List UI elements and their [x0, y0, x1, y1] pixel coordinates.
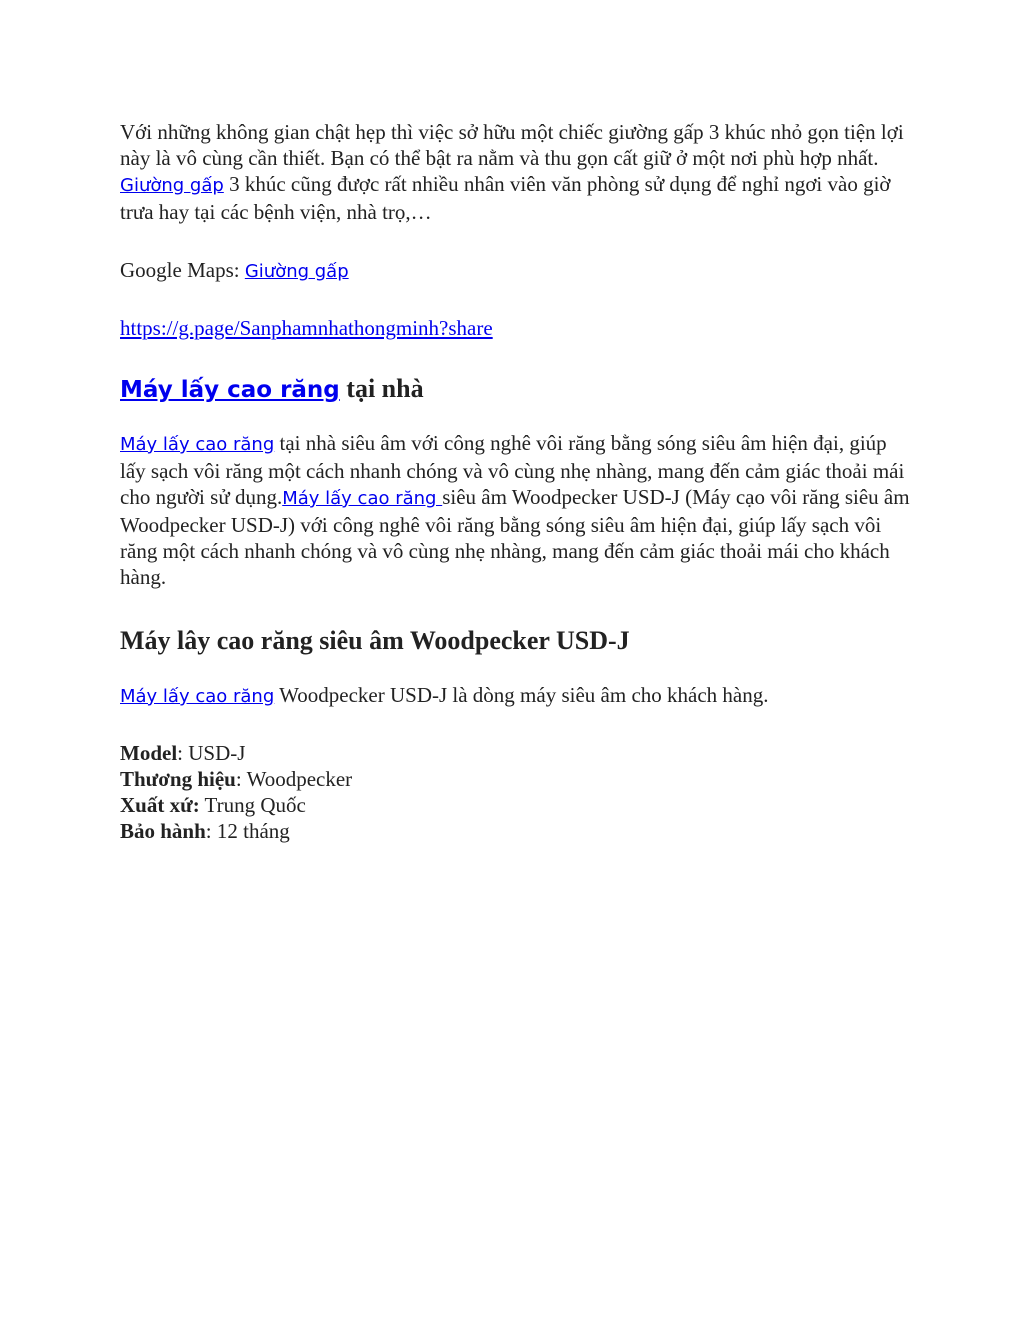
section1-link-2[interactable]: Máy lấy cao răng	[282, 488, 443, 509]
spec-model-label: Model	[120, 741, 178, 765]
share-url-line	[120, 315, 910, 341]
google-maps-label: Google Maps:	[120, 258, 245, 282]
intro-paragraph	[120, 119, 910, 225]
share-url-link[interactable]: https://g.page/Sanphamnhathongminh?share	[120, 316, 493, 340]
intro-text-start: Với những không gian chật hẹp thì việc sở hữu một chiếc giường gấp 3 khúc nhỏ gọn tiện lợi này là vô cùng cần thiết. Bạn có thể bật ra nằm và thu gọn cất giữ ở một nơi phù hợp nhất.	[120, 120, 904, 170]
spec-warranty-value: : 12 tháng	[205, 819, 290, 843]
section1-heading-rest: tại nhà	[339, 374, 424, 403]
section2-heading: Máy lây cao răng siêu âm Woodpecker USD-J	[120, 626, 630, 655]
spec-origin-value: Trung Quốc	[199, 793, 306, 817]
intro-text-end: 3 khúc cũng được rất nhiều nhân viên văn phòng sử dụng để nghỉ ngơi vào giờ trưa hay tại các bệnh viện, nhà trọ,…	[120, 172, 891, 224]
spec-warranty	[120, 818, 910, 844]
section1-heading-link[interactable]: Máy lấy cao răng	[120, 377, 340, 403]
spec-brand-label: Thương hiệu	[120, 767, 236, 791]
section1-text-1: tại nhà siêu âm với công nghê vôi răng bằng sóng siêu âm hiện đại, giúp lấy sạch vôi răng một cách nhanh chóng và vô cùng nhẹ nhàng, mang đến cảm giác thoải mái cho người sử dụng.	[120, 431, 905, 509]
spec-model-value: : USD-J	[177, 741, 246, 765]
section2-text: Woodpecker USD-J là dòng máy siêu âm cho khách hàng.	[274, 683, 769, 707]
document-page	[120, 119, 910, 844]
spec-brand	[120, 766, 910, 792]
specs-list	[120, 740, 910, 844]
section1-link-1[interactable]: Máy lấy cao răng	[120, 434, 275, 455]
spec-origin	[120, 792, 910, 818]
section2-link[interactable]: Máy lấy cao răng	[120, 686, 275, 707]
section1-paragraph	[120, 430, 910, 590]
spec-origin-label: Xuất xứ:	[120, 793, 200, 817]
google-maps-link[interactable]: Giường gấp	[244, 261, 349, 282]
spec-warranty-label: Bảo hành	[120, 819, 206, 843]
spec-model	[120, 740, 910, 766]
section2-paragraph	[120, 682, 910, 710]
spec-brand-value: : Woodpecker	[235, 767, 353, 791]
section1-text-2: siêu âm Woodpecker USD-J (Máy cạo vôi răng siêu âm Woodpecker USD-J) với công nghê vôi răng bằng sóng siêu âm hiện đại, giúp lấy sạch vôi răng một cách nhanh chóng và vô cùng nhẹ nhàng, mang đến cảm giác thoải mái cho khách hàng.	[120, 485, 910, 589]
google-maps-line	[120, 257, 910, 285]
giuong-gap-link[interactable]: Giường gấp	[120, 175, 224, 196]
section1-heading	[120, 371, 910, 408]
